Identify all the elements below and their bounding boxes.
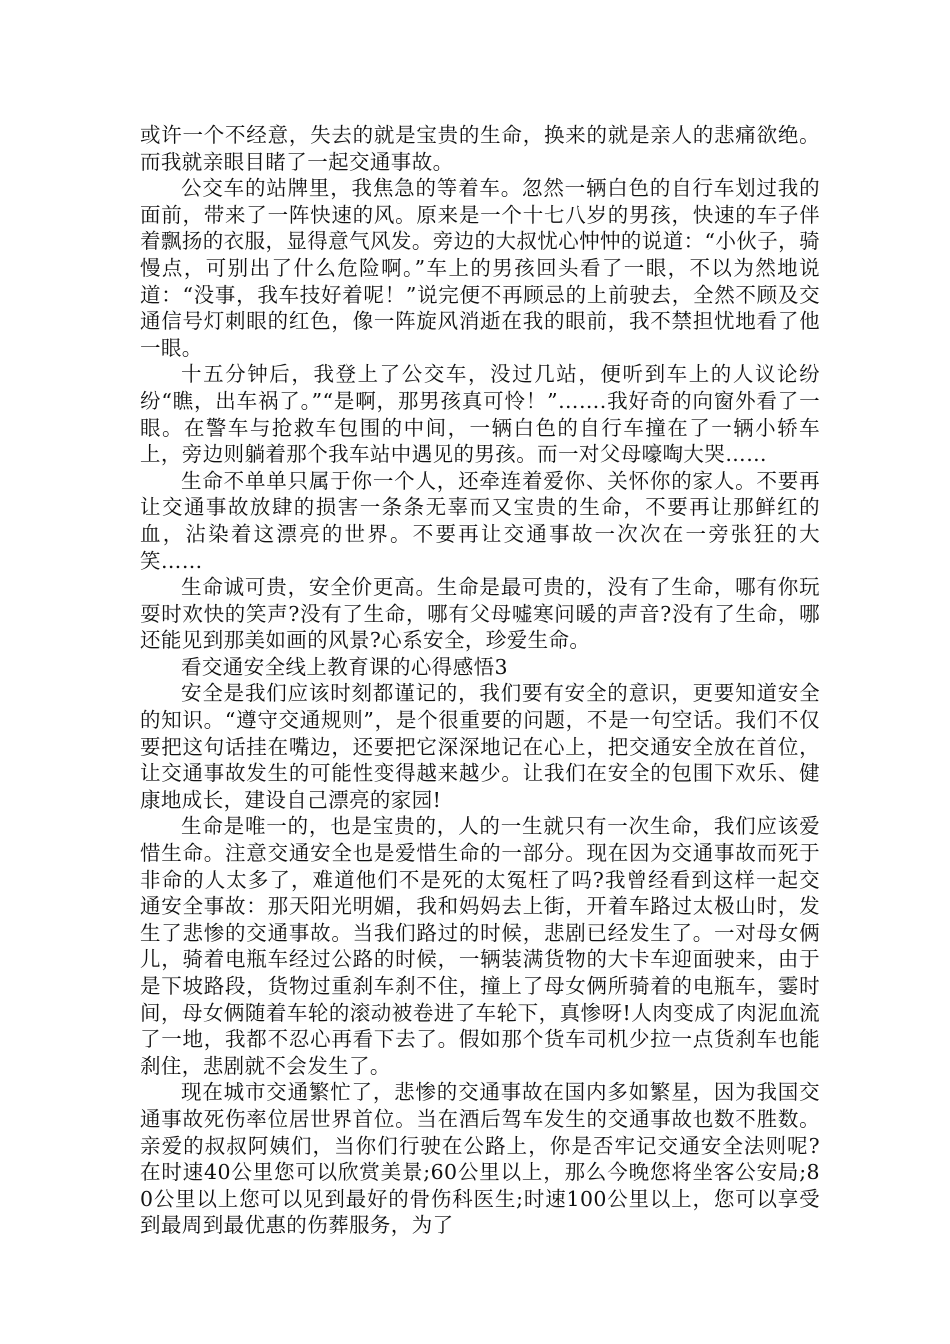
section-heading: 看交通安全线上教育课的心得感悟3 [181, 654, 508, 679]
paragraph-life-family: 生命不单单只属于你一个人，还牵连着爱你、关怀你的家人。不要再让交通事故放肆的损害一条条无辜而又宝贵的生命，不要再让那鲜红的血，沾染着这漂亮的世界。不要再让交通事故一次次在一旁张狂的大笑…… [140, 468, 820, 573]
paragraph-safety-awareness: 安全是我们应该时刻都谨记的，我们要有安全的意识，更要知道安全的知识。“遵守交通规则”，是个很重要的问题，不是一句空话。我们不仅要把这句话挂在嘴边，还要把它深深地记在心上，把交通安全放在首位，让交通事故发生的可能性变得越来越少。让我们在安全的包围下欢乐、健康地成长，建设自己漂亮的家园! [140, 681, 820, 812]
paragraph-life-unique: 生命是唯一的，也是宝贵的，人的一生就只有一次生命，我们应该爱惜生命。注意交通安全也是爱惜生命的一部分。现在因为交通事故而死于非命的人太多了，难道他们不是死的太冤枉了吗?我曾经看到这样一起交通安全事故：那天阳光明媚，我和妈妈去上街，开着车路过太极山时，发生了悲惨的交通事故。当我们路过的时候，悲剧已经发生了。一对母女俩儿，骑着电瓶车经过公路的时候，一辆装满货物的大卡车迎面驶来，由于是下坡路段，货物过重刹车刹不住，撞上了母女俩所骑着的电瓶车，霎时间，母女俩随着车轮的滚动被卷进了车轮下，真惨呀!人肉变成了肉泥血流了一地，我都不忍心再看下去了。假如那个货车司机少拉一点货刹车也能刹住，悲剧就不会发生了。 [140, 814, 820, 1078]
document-page [140, 122, 820, 1239]
paragraph-life-precious: 生命诚可贵，安全价更高。生命是最可贵的，没有了生命，哪有你玩耍时欢快的笑声?没有了生命，哪有父母嘘寒问暖的声音?没有了生命，哪还能见到那美如画的风景?心系安全，珍爱生命。 [140, 575, 820, 653]
paragraph-bus-stop: 公交车的站牌里，我焦急的等着车。忽然一辆白色的自行车划过我的面前，带来了一阵快速的风。原来是一个十七八岁的男孩，快速的车子伴着飘扬的衣服，显得意气风发。旁边的大叔忧心忡忡的说道：“小伙子，骑慢点，可别出了什么危险啊。”车上的男孩回头看了一眼，不以为然地说道：“没事，我车技好着呢！”说完便不再顾忌的上前驶去，全然不顾及交通信号灯刺眼的红色，像一阵旋风消逝在我的眼前，我不禁担忧地看了他一眼。 [140, 176, 820, 360]
paragraph-intro: 或许一个不经意，失去的就是宝贵的生命，换来的就是亲人的悲痛欲绝。而我就亲眼目睹了一起交通事故。 [140, 123, 820, 174]
paragraph-accident: 十五分钟后，我登上了公交车，没过几站，便听到车上的人议论纷纷“瞧，出车祸了。”“是啊，那男孩真可怜！”…….我好奇的向窗外看了一眼。在警车与抢救车包围的中间，一辆白色的自行车撞在了一辆小轿车上，旁边则躺着那个我车站中遇见的男孩。而一对父母嚎啕大哭…… [140, 362, 820, 467]
paragraph-city-traffic: 现在城市交通繁忙了，悲惨的交通事故在国内多如繁星，因为我国交通事故死伤率位居世界首位。当在酒后驾车发生的交通事故也数不胜数。亲爱的叔叔阿姨们，当你们行驶在公路上，你是否牢记交通安全法则呢?在时速40公里您可以欣赏美景;60公里以上，那么今晚您将坐客公安局;80公里以上您可以见到最好的骨伤科医生;时速100公里以上，您可以享受到最周到最优惠的伤葬服务，为了 [140, 1080, 820, 1238]
